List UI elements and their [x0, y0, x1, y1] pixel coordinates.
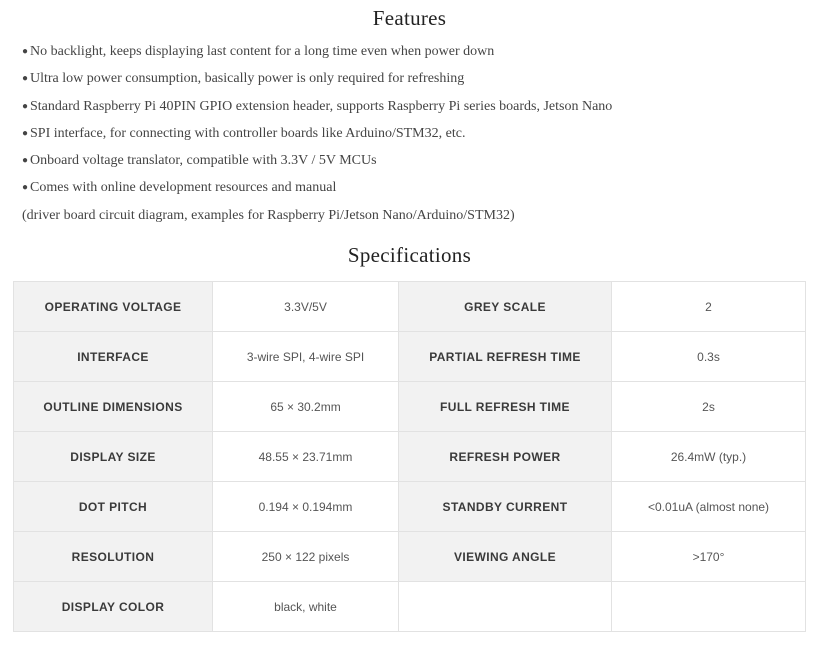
spec-value: 250 × 122 pixels [213, 532, 399, 582]
spec-value: <0.01uA (almost none) [612, 482, 806, 532]
spec-value: 2s [612, 382, 806, 432]
feature-item [22, 178, 802, 205]
spec-label: PARTIAL REFRESH TIME [399, 332, 612, 382]
bullet-icon: ● [22, 182, 29, 194]
spec-label: DISPLAY SIZE [14, 432, 213, 482]
spec-label: VIEWING ANGLE [399, 532, 612, 582]
table-row [14, 332, 806, 382]
spec-value: black, white [213, 582, 399, 632]
feature-text: Onboard voltage translator, compatible with 3.3V / 5V MCUs [30, 153, 377, 169]
empty-cell [612, 582, 806, 632]
table-row [14, 382, 806, 432]
feature-item [22, 69, 802, 96]
spec-label: DOT PITCH [14, 482, 213, 532]
bullet-icon: ● [22, 155, 29, 167]
table-row [14, 582, 806, 632]
spec-label: DISPLAY COLOR [14, 582, 213, 632]
spec-label: STANDBY CURRENT [399, 482, 612, 532]
spec-value: 3-wire SPI, 4-wire SPI [213, 332, 399, 382]
feature-text: Comes with online development resources and manual [30, 180, 337, 196]
bullet-icon: ● [22, 73, 29, 85]
spec-value: 3.3V/5V [213, 282, 399, 332]
specifications-table [13, 281, 806, 632]
feature-item [22, 97, 802, 124]
spec-value: 0.3s [612, 332, 806, 382]
table-row [14, 532, 806, 582]
feature-text: No backlight, keeps displaying last content for a long time even when power down [30, 44, 495, 59]
spec-label: GREY SCALE [399, 282, 612, 332]
bullet-icon: ● [22, 127, 29, 139]
spec-label: INTERFACE [14, 332, 213, 382]
table-row [14, 282, 806, 332]
feature-item [22, 151, 802, 178]
feature-item [22, 42, 802, 69]
empty-cell [399, 582, 612, 632]
spec-value: 26.4mW (typ.) [612, 432, 806, 482]
features-list [22, 42, 802, 233]
feature-item [22, 124, 802, 151]
spec-value: 65 × 30.2mm [213, 382, 399, 432]
bullet-icon: ● [22, 100, 29, 112]
feature-text: Ultra low power consumption, basically power is only required for refreshing [30, 71, 465, 87]
table-row [14, 432, 806, 482]
bullet-icon: ● [22, 46, 29, 57]
specifications-heading: Specifications [347, 243, 472, 267]
spec-label: OPERATING VOLTAGE [14, 282, 213, 332]
spec-value: 0.194 × 0.194mm [213, 482, 399, 532]
spec-value: 2 [612, 282, 806, 332]
features-heading: Features [372, 6, 447, 30]
feature-text: SPI interface, for connecting with controller boards like Arduino/STM32, etc. [30, 125, 466, 141]
spec-value: >170° [612, 532, 806, 582]
spec-label: OUTLINE DIMENSIONS [14, 382, 213, 432]
feature-text: Standard Raspberry Pi 40PIN GPIO extension header, supports Raspberry Pi series boards, Jetson Nano [30, 98, 613, 114]
feature-note: (driver board circuit diagram, examples for Raspberry Pi/Jetson Nano/Arduino/STM32) [22, 207, 515, 223]
table-row [14, 482, 806, 532]
spec-value: 48.55 × 23.71mm [213, 432, 399, 482]
spec-label: FULL REFRESH TIME [399, 382, 612, 432]
spec-label: REFRESH POWER [399, 432, 612, 482]
spec-label: RESOLUTION [14, 532, 213, 582]
